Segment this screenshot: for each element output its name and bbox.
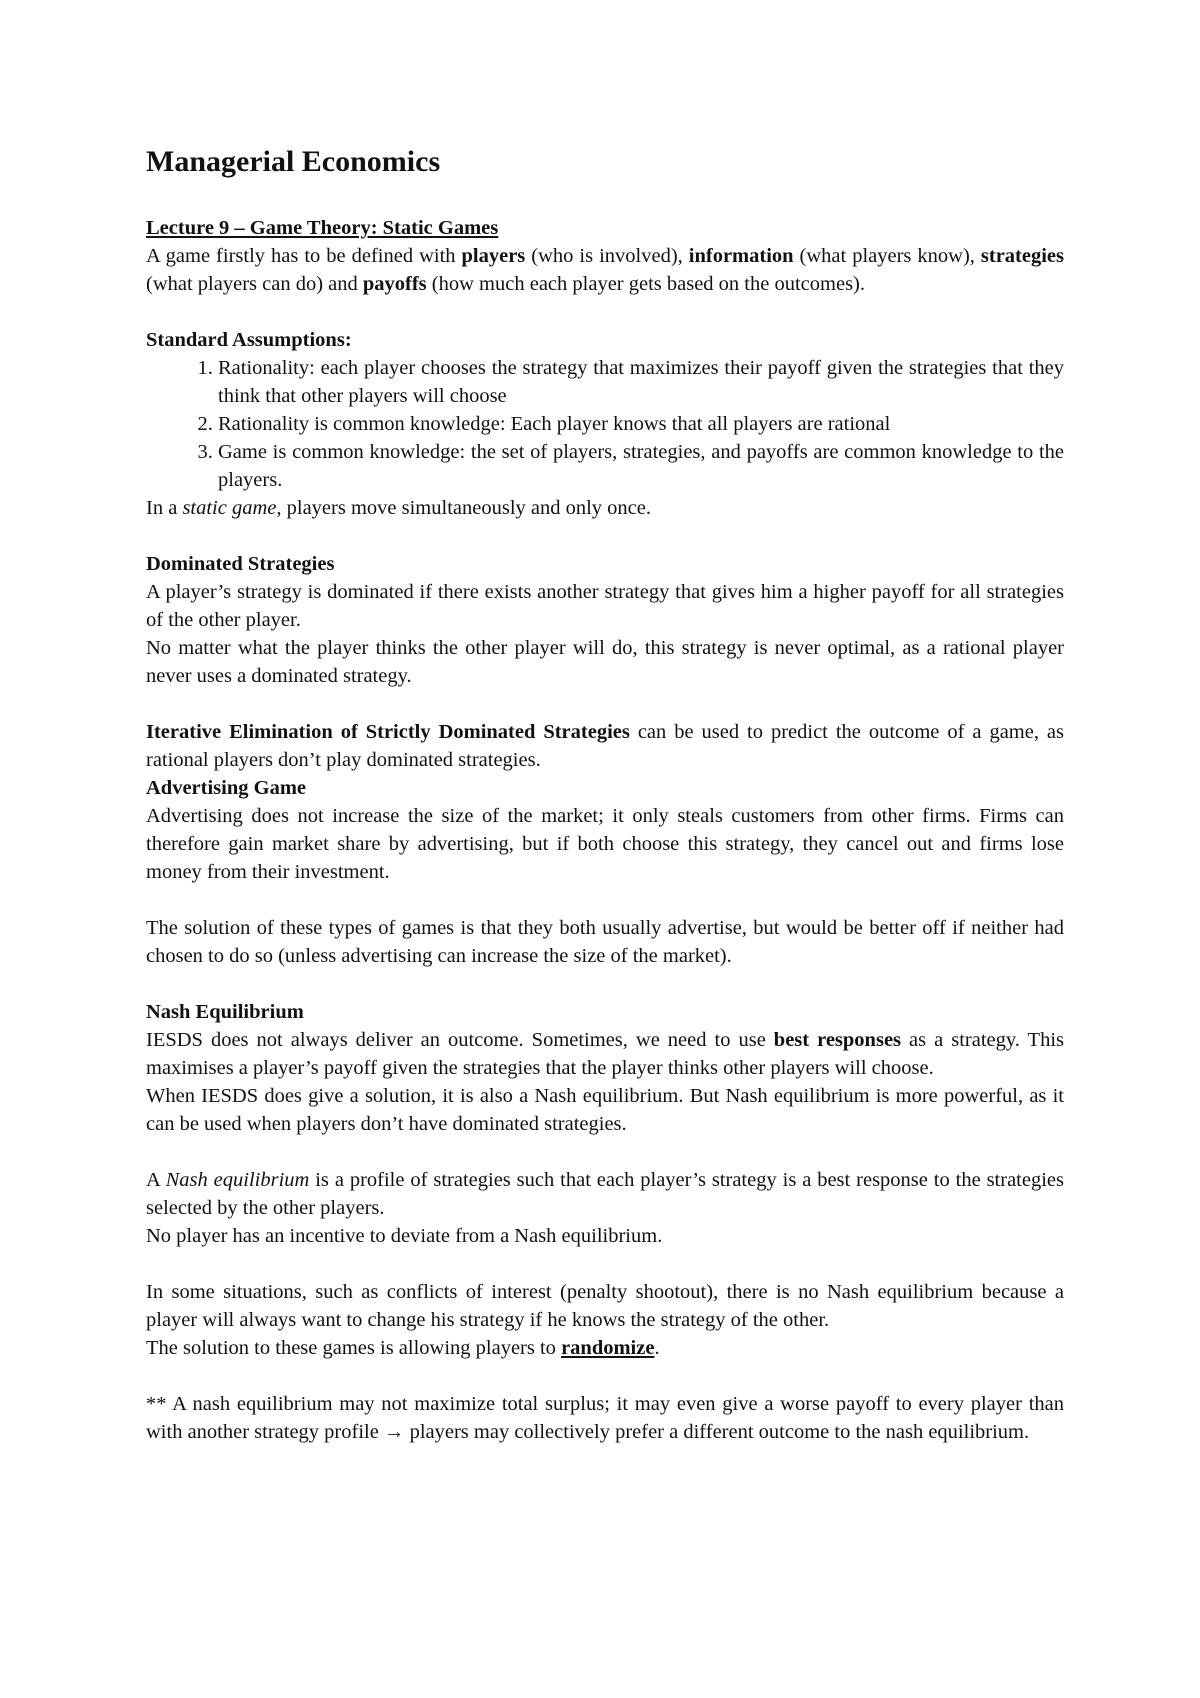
term-best-responses: best responses bbox=[773, 1029, 902, 1051]
list-item: 1. Rationality: each player chooses the strategy that maximizes their payoff given the strategies that they think that other players will choose bbox=[218, 354, 1064, 410]
advertising-paragraph-2: The solution of these types of games is that they both usually advertise, but would be better off if neither had chosen to do so (unless advertising can increase the size of the market). bbox=[146, 917, 1064, 967]
term-strategies: strategies bbox=[980, 245, 1065, 267]
nash-paragraph-1: IESDS does not always deliver an outcome. Sometimes, we need to use best responses as a strategy. This maximises a player’s payoff given the strategies that the player thinks other players will choose. bbox=[146, 1029, 1064, 1079]
intro-paragraph: A game firstly has to be defined with players (who is involved), information (what players know), strategies (what players can do) and payoffs (how much each player gets based on the outcomes). bbox=[146, 245, 1065, 295]
spacer bbox=[146, 690, 1064, 718]
nash-surplus-note: ** A nash equilibrium may not maximize total surplus; it may even give a worse payoff to every player than with another strategy profile → players may collectively prefer a different outcome to the nash equilibrium. bbox=[146, 1393, 1064, 1443]
nash-conflict-paragraph: In some situations, such as conflicts of interest (penalty shootout), there is no Nash equilibrium because a player will always want to change his strategy if he knows the strategy of the other. bbox=[146, 1281, 1064, 1331]
term-iesds: Iterative Elimination of Strictly Dominated Strategies bbox=[146, 721, 630, 743]
spacer bbox=[146, 298, 1064, 326]
nash-paragraph-2: When IESDS does give a solution, it is also a Nash equilibrium. But Nash equilibrium is more powerful, as it can be used when players don’t have dominated strategies. bbox=[146, 1085, 1064, 1135]
document-page bbox=[146, 142, 1064, 1446]
arrow-right-icon: → bbox=[383, 1421, 405, 1443]
spacer bbox=[146, 1250, 1064, 1278]
list-item: 3. Game is common knowledge: the set of players, strategies, and payoffs are common knowledge to the players. bbox=[218, 438, 1064, 494]
term-information: information bbox=[688, 245, 794, 267]
spacer bbox=[146, 1138, 1064, 1166]
spacer bbox=[146, 886, 1064, 914]
term-static-game: static game, bbox=[182, 497, 282, 519]
nash-randomize-paragraph: The solution to these games is allowing players to randomize. bbox=[146, 1337, 660, 1359]
iesds-paragraph: Iterative Elimination of Strictly Dominated Strategies can be used to predict the outcome of a game, as rational players don’t play dominated strategies. bbox=[146, 721, 1064, 771]
assumptions-heading: Standard Assumptions: bbox=[146, 329, 352, 351]
static-game-paragraph: In a static game, players move simultaneously and only once. bbox=[146, 497, 652, 519]
dominated-heading: Dominated Strategies bbox=[146, 553, 335, 575]
dominated-paragraph-2: No matter what the player thinks the other player will do, this strategy is never optimal, as a rational player never uses a dominated strategy. bbox=[146, 637, 1064, 687]
dominated-paragraph-1: A player’s strategy is dominated if there exists another strategy that gives him a higher payoff for all strategies of the other player. bbox=[146, 581, 1064, 631]
advertising-paragraph-1: Advertising does not increase the size of the market; it only steals customers from other firms. Firms can therefore gain market share by advertising, but if both choose this strategy, they cancel out and firms lose money from their investment. bbox=[146, 805, 1064, 883]
term-randomize: randomize bbox=[561, 1337, 655, 1359]
term-players: players bbox=[461, 245, 526, 267]
spacer bbox=[146, 522, 1064, 550]
advertising-heading: Advertising Game bbox=[146, 777, 306, 799]
term-nash-equilibrium: Nash equilibrium bbox=[165, 1169, 310, 1191]
nash-no-deviation: No player has an incentive to deviate from a Nash equilibrium. bbox=[146, 1225, 663, 1247]
nash-definition-paragraph: A Nash equilibrium is a profile of strategies such that each player’s strategy is a best response to the strategies selected by the other players. bbox=[146, 1169, 1064, 1219]
spacer bbox=[146, 1362, 1064, 1390]
nash-heading: Nash Equilibrium bbox=[146, 1001, 304, 1023]
document-title: Managerial Economics bbox=[146, 145, 441, 178]
assumptions-list bbox=[146, 354, 1064, 494]
lecture-heading: Lecture 9 – Game Theory: Static Games bbox=[146, 217, 499, 239]
spacer bbox=[146, 970, 1064, 998]
term-payoffs: payoffs bbox=[362, 273, 427, 295]
list-item: 2. Rationality is common knowledge: Each player knows that all players are rational bbox=[218, 410, 1064, 438]
